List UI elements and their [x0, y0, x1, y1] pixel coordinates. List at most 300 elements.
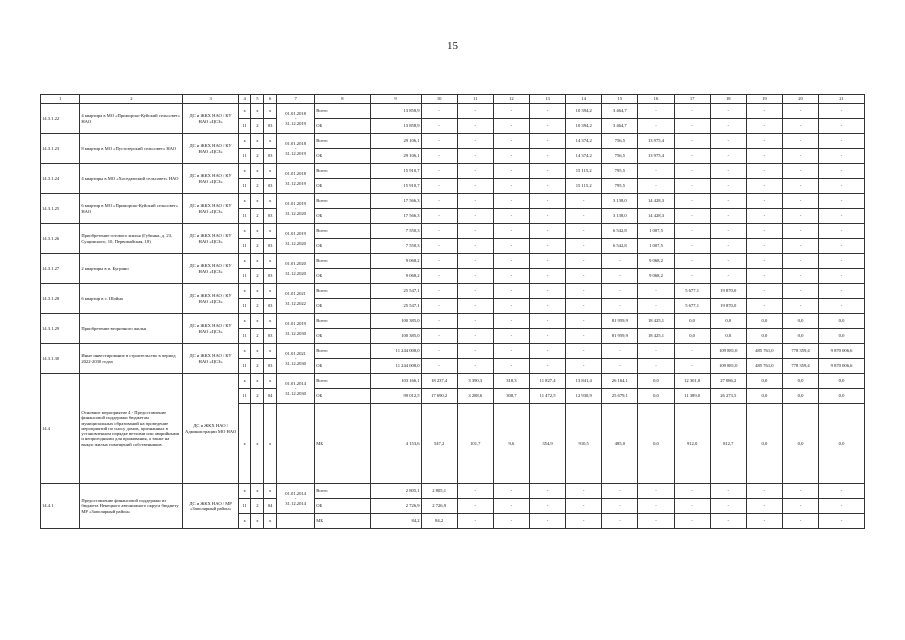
- amount-cell: 14 374,2: [566, 134, 602, 149]
- amount-cell: 5 677,1: [674, 284, 710, 299]
- item-name: Приобретение готового жилья (Губкина, д. 23, Сущинского, 10, Первомайская, 18): [80, 224, 183, 254]
- amount-cell: -: [819, 104, 865, 119]
- amount-cell: -: [493, 149, 529, 164]
- amount-cell: -: [710, 484, 746, 499]
- amount-cell: 778 359,4: [782, 359, 818, 374]
- amount-cell: 18 425,1: [638, 314, 674, 329]
- amount-cell: 14 428,3: [638, 194, 674, 209]
- item-name: 4 квартиры в МО «Хоседаюский сельсовет» НАО: [80, 164, 183, 194]
- amount-cell: 0,0: [819, 329, 865, 344]
- amount-cell: -: [602, 359, 638, 374]
- amount-cell: -: [746, 299, 782, 314]
- amount-cell: -: [710, 269, 746, 284]
- item-name: 2 квартиры в п. Бугрино: [80, 254, 183, 284]
- amount-cell: 26 164,1: [602, 374, 638, 389]
- amount-cell: -: [493, 314, 529, 329]
- amount-cell: 9 068,2: [638, 254, 674, 269]
- amount-cell: -: [529, 484, 565, 499]
- amount-cell: -: [819, 484, 865, 499]
- amount-cell: -: [493, 239, 529, 254]
- amount-cell: -: [674, 224, 710, 239]
- budget-code-cell: 03: [264, 239, 277, 254]
- amount-cell: -: [493, 284, 529, 299]
- budget-code-cell: x: [238, 484, 251, 499]
- amount-cell: -: [493, 254, 529, 269]
- amount-cell: -: [674, 164, 710, 179]
- amount-cell: -: [529, 179, 565, 194]
- amount-cell: 0,0: [674, 329, 710, 344]
- amount-cell: -: [710, 134, 746, 149]
- period-cell: [276, 194, 314, 224]
- amount-cell: 0,0: [819, 374, 865, 389]
- amount-cell: -: [710, 514, 746, 529]
- budget-code-cell: 03: [264, 149, 277, 164]
- amount-cell: -: [529, 499, 565, 514]
- amount-cell: 910,5: [566, 404, 602, 484]
- amount-cell: -: [746, 209, 782, 224]
- responsible-party: ДС и ЖКХ НАО / Администрации МО НАО: [183, 374, 238, 484]
- amount-cell: 13 975,4: [638, 134, 674, 149]
- amount-cell: -: [457, 134, 493, 149]
- funding-source: Всего: [315, 344, 370, 359]
- column-number-header: 8: [315, 95, 370, 104]
- amount-cell: -: [529, 104, 565, 119]
- budget-code-cell: x: [238, 194, 251, 209]
- amount-cell: 2 805,1: [370, 484, 421, 499]
- amount-cell: 100 385,0: [370, 329, 421, 344]
- amount-cell: -: [529, 269, 565, 284]
- amount-cell: -: [746, 194, 782, 209]
- funding-source: ОБ: [315, 209, 370, 224]
- budget-code-cell: x: [264, 404, 277, 484]
- budget-code-cell: 2: [251, 359, 264, 374]
- amount-cell: -: [529, 314, 565, 329]
- period-date: 01.01.2014: [285, 490, 306, 496]
- amount-cell: 0,0: [782, 404, 818, 484]
- amount-cell: 0,0: [746, 314, 782, 329]
- amount-cell: -: [457, 149, 493, 164]
- column-number-header: 3: [183, 95, 238, 104]
- funding-source: ОБ: [315, 329, 370, 344]
- budget-code-cell: 2: [251, 269, 264, 284]
- column-number-header: 21: [819, 95, 865, 104]
- period-date: 01.01.2021: [285, 350, 306, 356]
- amount-cell: -: [710, 164, 746, 179]
- amount-cell: -: [602, 514, 638, 529]
- funding-source: ОБ: [315, 269, 370, 284]
- period-separator: -: [294, 115, 297, 121]
- amount-cell: 0,0: [782, 329, 818, 344]
- item-name: 6 квартир в МО «Приморско-Куйский сельсовет» НАО: [80, 194, 183, 224]
- budget-code-cell: x: [238, 284, 251, 299]
- period-cell: [276, 224, 314, 254]
- amount-cell: -: [529, 149, 565, 164]
- amount-cell: 5 677,1: [674, 299, 710, 314]
- amount-cell: -: [674, 359, 710, 374]
- amount-cell: -: [746, 149, 782, 164]
- budget-code-cell: x: [251, 514, 264, 529]
- amount-cell: -: [819, 284, 865, 299]
- amount-cell: -: [457, 119, 493, 134]
- amount-cell: -: [421, 359, 457, 374]
- amount-cell: 17 566,3: [370, 194, 421, 209]
- responsible-party: ДС и ЖКХ НАО / КУ НАО «ЦСЗ»: [183, 164, 238, 194]
- responsible-party: ДС и ЖКХ НАО / КУ НАО «ЦСЗ»: [183, 344, 238, 374]
- amount-cell: 11 244 008,0: [370, 359, 421, 374]
- period-separator: -: [294, 265, 297, 271]
- column-number-header: 11: [457, 95, 493, 104]
- budget-code-cell: 2: [251, 499, 264, 514]
- table-row: [41, 194, 865, 209]
- amount-cell: -: [529, 194, 565, 209]
- amount-cell: -: [421, 194, 457, 209]
- funding-source: Всего: [315, 314, 370, 329]
- amount-cell: -: [566, 239, 602, 254]
- amount-cell: -: [819, 254, 865, 269]
- column-number-header: 9: [370, 95, 421, 104]
- amount-cell: -: [782, 514, 818, 529]
- budget-code-cell: x: [238, 134, 251, 149]
- amount-cell: 308,7: [493, 389, 529, 404]
- amount-cell: 10 394,2: [566, 119, 602, 134]
- amount-cell: -: [746, 179, 782, 194]
- amount-cell: -: [819, 149, 865, 164]
- funding-source: Всего: [315, 374, 370, 389]
- item-code: 14.3.1.24: [41, 164, 80, 194]
- amount-cell: -: [782, 104, 818, 119]
- funding-source: Всего: [315, 284, 370, 299]
- amount-cell: 547,2: [421, 404, 457, 484]
- budget-code-cell: 11: [238, 149, 251, 164]
- amount-cell: 2 726,9: [370, 499, 421, 514]
- period-date: 01.01.2019: [285, 230, 306, 236]
- amount-cell: -: [674, 344, 710, 359]
- funding-source: Всего: [315, 254, 370, 269]
- period-date: 31.12.2019: [285, 121, 306, 127]
- period-date: 01.01.2020: [285, 260, 306, 266]
- table-row: [41, 104, 865, 119]
- amount-cell: -: [566, 254, 602, 269]
- amount-cell: 29 106,1: [370, 134, 421, 149]
- budget-code-cell: x: [251, 344, 264, 359]
- column-number-header: 16: [638, 95, 674, 104]
- amount-cell: 19 870,0: [710, 299, 746, 314]
- amount-cell: 3 138,0: [602, 194, 638, 209]
- budget-code-cell: 04: [264, 389, 277, 404]
- table-row: [41, 484, 865, 499]
- budget-code-cell: 11: [238, 389, 251, 404]
- table-row: [41, 134, 865, 149]
- amount-cell: -: [493, 484, 529, 499]
- responsible-party: ДС и ЖКХ НАО / КУ НАО «ЦСЗ»: [183, 224, 238, 254]
- amount-cell: -: [529, 119, 565, 134]
- amount-cell: -: [819, 194, 865, 209]
- column-number-header: 18: [710, 95, 746, 104]
- funding-source: ОБ: [315, 239, 370, 254]
- amount-cell: -: [710, 179, 746, 194]
- budget-code-cell: x: [251, 194, 264, 209]
- amount-cell: 18 425,1: [638, 329, 674, 344]
- amount-cell: 0,0: [782, 374, 818, 389]
- period-separator: -: [294, 145, 297, 151]
- amount-cell: 0,0: [746, 404, 782, 484]
- amount-cell: -: [457, 314, 493, 329]
- amount-cell: -: [529, 284, 565, 299]
- budget-code-cell: 2: [251, 389, 264, 404]
- amount-cell: -: [457, 254, 493, 269]
- amount-cell: -: [457, 164, 493, 179]
- responsible-party: ДС и ЖКХ НАО / КУ НАО «ЦСЗ»: [183, 104, 238, 134]
- budget-code-cell: 11: [238, 359, 251, 374]
- budget-code-cell: x: [251, 104, 264, 119]
- responsible-party: ДС и ЖКХ НАО / МР «Заполярный район»: [183, 484, 238, 529]
- amount-cell: 0,0: [782, 389, 818, 404]
- amount-cell: -: [457, 329, 493, 344]
- column-number-header: 17: [674, 95, 710, 104]
- amount-cell: -: [457, 299, 493, 314]
- budget-code-cell: x: [238, 374, 251, 389]
- period-date: 31.12.2020: [285, 211, 306, 217]
- amount-cell: -: [421, 179, 457, 194]
- funding-source: МБ: [315, 514, 370, 529]
- amount-cell: -: [782, 194, 818, 209]
- amount-cell: -: [710, 119, 746, 134]
- budget-code-cell: x: [251, 164, 264, 179]
- amount-cell: -: [566, 194, 602, 209]
- amount-cell: 0,0: [746, 374, 782, 389]
- amount-cell: -: [638, 499, 674, 514]
- amount-cell: -: [529, 209, 565, 224]
- budget-code-cell: x: [251, 404, 264, 484]
- amount-cell: -: [638, 359, 674, 374]
- amount-cell: 25 547,1: [370, 284, 421, 299]
- amount-cell: -: [457, 104, 493, 119]
- amount-cell: -: [566, 514, 602, 529]
- amount-cell: 0,0: [819, 404, 865, 484]
- amount-cell: -: [710, 254, 746, 269]
- item-code: 14.3.1.28: [41, 284, 80, 314]
- amount-cell: -: [457, 224, 493, 239]
- budget-code-cell: x: [264, 254, 277, 269]
- period-separator: -: [294, 355, 297, 361]
- amount-cell: 3 390,3: [457, 374, 493, 389]
- period-date: 31.12.2022: [285, 301, 306, 307]
- period-cell: [276, 344, 314, 374]
- amount-cell: 2 726,9: [421, 499, 457, 514]
- amount-cell: 756,5: [602, 149, 638, 164]
- amount-cell: -: [566, 269, 602, 284]
- amount-cell: -: [819, 224, 865, 239]
- amount-cell: -: [421, 314, 457, 329]
- amount-cell: -: [457, 179, 493, 194]
- item-name: Основное мероприятие 4 - Предоставление финансовой поддержки бюджетам муниципальных образований на проведение мероприятий по сносу домов, признанных в установленном порядке ветхими или аварийными и непригодными для проживания, а также на выкуп жилых помещений собственников: [80, 374, 183, 484]
- period-date: 31.12.2019: [285, 181, 306, 187]
- budget-code-cell: x: [251, 254, 264, 269]
- amount-cell: 354,9: [529, 404, 565, 484]
- item-code: 14.4: [41, 374, 80, 484]
- amount-cell: -: [782, 179, 818, 194]
- amount-cell: 0,0: [782, 314, 818, 329]
- amount-cell: 10 394,2: [566, 104, 602, 119]
- budget-code-cell: 11: [238, 179, 251, 194]
- budget-code-cell: x: [264, 284, 277, 299]
- amount-cell: -: [457, 499, 493, 514]
- amount-cell: -: [493, 299, 529, 314]
- amount-cell: -: [674, 149, 710, 164]
- responsible-party: ДС и ЖКХ НАО / КУ НАО «ЦСЗ»: [183, 134, 238, 164]
- amount-cell: -: [421, 329, 457, 344]
- budget-code-cell: x: [264, 314, 277, 329]
- funding-source: Всего: [315, 484, 370, 499]
- amount-cell: -: [566, 299, 602, 314]
- amount-cell: -: [421, 119, 457, 134]
- amount-cell: 84,2: [421, 514, 457, 529]
- period-separator: -: [294, 175, 297, 181]
- budget-code-cell: x: [264, 134, 277, 149]
- amount-cell: -: [493, 194, 529, 209]
- amount-cell: -: [529, 254, 565, 269]
- budget-code-cell: x: [251, 224, 264, 239]
- amount-cell: -: [819, 209, 865, 224]
- amount-cell: -: [602, 269, 638, 284]
- amount-cell: -: [457, 209, 493, 224]
- amount-cell: 103 166,1: [370, 374, 421, 389]
- period-cell: [276, 164, 314, 194]
- amount-cell: 29 106,1: [370, 149, 421, 164]
- amount-cell: -: [710, 149, 746, 164]
- amount-cell: 109 881,0: [710, 344, 746, 359]
- amount-cell: -: [782, 224, 818, 239]
- amount-cell: -: [674, 209, 710, 224]
- period-cell: [276, 254, 314, 284]
- amount-cell: -: [746, 224, 782, 239]
- item-code: 14.3.1.29: [41, 314, 80, 344]
- amount-cell: -: [457, 284, 493, 299]
- table-body: [41, 95, 865, 529]
- amount-cell: -: [421, 104, 457, 119]
- period-cell-empty: [276, 514, 314, 529]
- amount-cell: -: [638, 484, 674, 499]
- amount-cell: -: [819, 499, 865, 514]
- period-date: 01.01.2021: [285, 290, 306, 296]
- funding-source: Всего: [315, 194, 370, 209]
- budget-code-cell: x: [264, 374, 277, 389]
- period-date: 31.12.2020: [285, 241, 306, 247]
- amount-cell: 6 542,8: [602, 224, 638, 239]
- period-cell: [276, 284, 314, 314]
- budget-code-cell: 11: [238, 499, 251, 514]
- period-cell: [276, 314, 314, 344]
- amount-cell: 912,0: [674, 404, 710, 484]
- budget-code-cell: x: [238, 254, 251, 269]
- column-number-header: 5: [251, 95, 264, 104]
- amount-cell: -: [674, 104, 710, 119]
- amount-cell: 485 761,0: [746, 359, 782, 374]
- amount-cell: -: [529, 359, 565, 374]
- funding-source: ОБ: [315, 389, 370, 404]
- period-date: 01.01.2018: [285, 140, 306, 146]
- period-date: 31.12.2030: [285, 361, 306, 367]
- amount-cell: -: [710, 209, 746, 224]
- period-separator: -: [294, 495, 297, 501]
- amount-cell: -: [602, 344, 638, 359]
- budget-code-cell: x: [264, 194, 277, 209]
- item-code: 14.3.1.30: [41, 344, 80, 374]
- amount-cell: 25 679,1: [602, 389, 638, 404]
- amount-cell: -: [566, 314, 602, 329]
- column-number-header: 4: [238, 95, 251, 104]
- funding-source: ОБ: [315, 179, 370, 194]
- item-name: 8 квартир в МО «Пустозерский сельсовет» НАО: [80, 134, 183, 164]
- amount-cell: -: [674, 179, 710, 194]
- budget-code-cell: x: [238, 344, 251, 359]
- amount-cell: -: [819, 179, 865, 194]
- period-separator: -: [294, 235, 297, 241]
- item-name: 6 квартир в с. Шойна: [80, 284, 183, 314]
- amount-cell: 0,0: [638, 389, 674, 404]
- item-name: Иные инвестирование в строительство в период 2022-2030 годах: [80, 344, 183, 374]
- amount-cell: -: [529, 299, 565, 314]
- amount-cell: -: [493, 164, 529, 179]
- amount-cell: -: [529, 344, 565, 359]
- amount-cell: -: [746, 104, 782, 119]
- header-row: [41, 95, 865, 104]
- funding-source: ОБ: [315, 299, 370, 314]
- amount-cell: 101,7: [457, 404, 493, 484]
- table-row: [41, 254, 865, 269]
- amount-cell: 485 761,0: [746, 344, 782, 359]
- amount-cell: 2 805,1: [421, 484, 457, 499]
- amount-cell: -: [638, 284, 674, 299]
- budget-code-cell: 03: [264, 209, 277, 224]
- amount-cell: -: [819, 299, 865, 314]
- funding-source: ОБ: [315, 359, 370, 374]
- amount-cell: -: [638, 344, 674, 359]
- item-code: 14.3.1.23: [41, 134, 80, 164]
- amount-cell: -: [638, 299, 674, 314]
- budget-code-cell: 03: [264, 329, 277, 344]
- period-cell: [276, 134, 314, 164]
- budget-code-cell: 03: [264, 179, 277, 194]
- item-code: 14.3.1.25: [41, 194, 80, 224]
- responsible-party: ДС и ЖКХ НАО / КУ НАО «ЦСЗ»: [183, 254, 238, 284]
- amount-cell: -: [746, 254, 782, 269]
- amount-cell: -: [674, 239, 710, 254]
- table-row: [41, 224, 865, 239]
- period-date: 01.01.2018: [285, 170, 306, 176]
- amount-cell: -: [529, 164, 565, 179]
- period-cell-empty: [276, 404, 314, 484]
- amount-cell: -: [493, 499, 529, 514]
- amount-cell: -: [746, 119, 782, 134]
- budget-code-cell: 2: [251, 209, 264, 224]
- budget-code-cell: x: [238, 514, 251, 529]
- amount-cell: -: [493, 329, 529, 344]
- amount-cell: -: [493, 359, 529, 374]
- amount-cell: 100 385,0: [370, 314, 421, 329]
- budget-code-cell: 04: [264, 499, 277, 514]
- amount-cell: -: [710, 239, 746, 254]
- amount-cell: -: [493, 134, 529, 149]
- column-number-header: 19: [746, 95, 782, 104]
- amount-cell: 12 930,9: [566, 389, 602, 404]
- amount-cell: 15 910,7: [370, 164, 421, 179]
- amount-cell: 26 273,5: [710, 389, 746, 404]
- amount-cell: 9 068,2: [370, 254, 421, 269]
- item-code: 14.4.1: [41, 484, 80, 529]
- amount-cell: 0,0: [638, 374, 674, 389]
- amount-cell: 14 428,3: [638, 209, 674, 224]
